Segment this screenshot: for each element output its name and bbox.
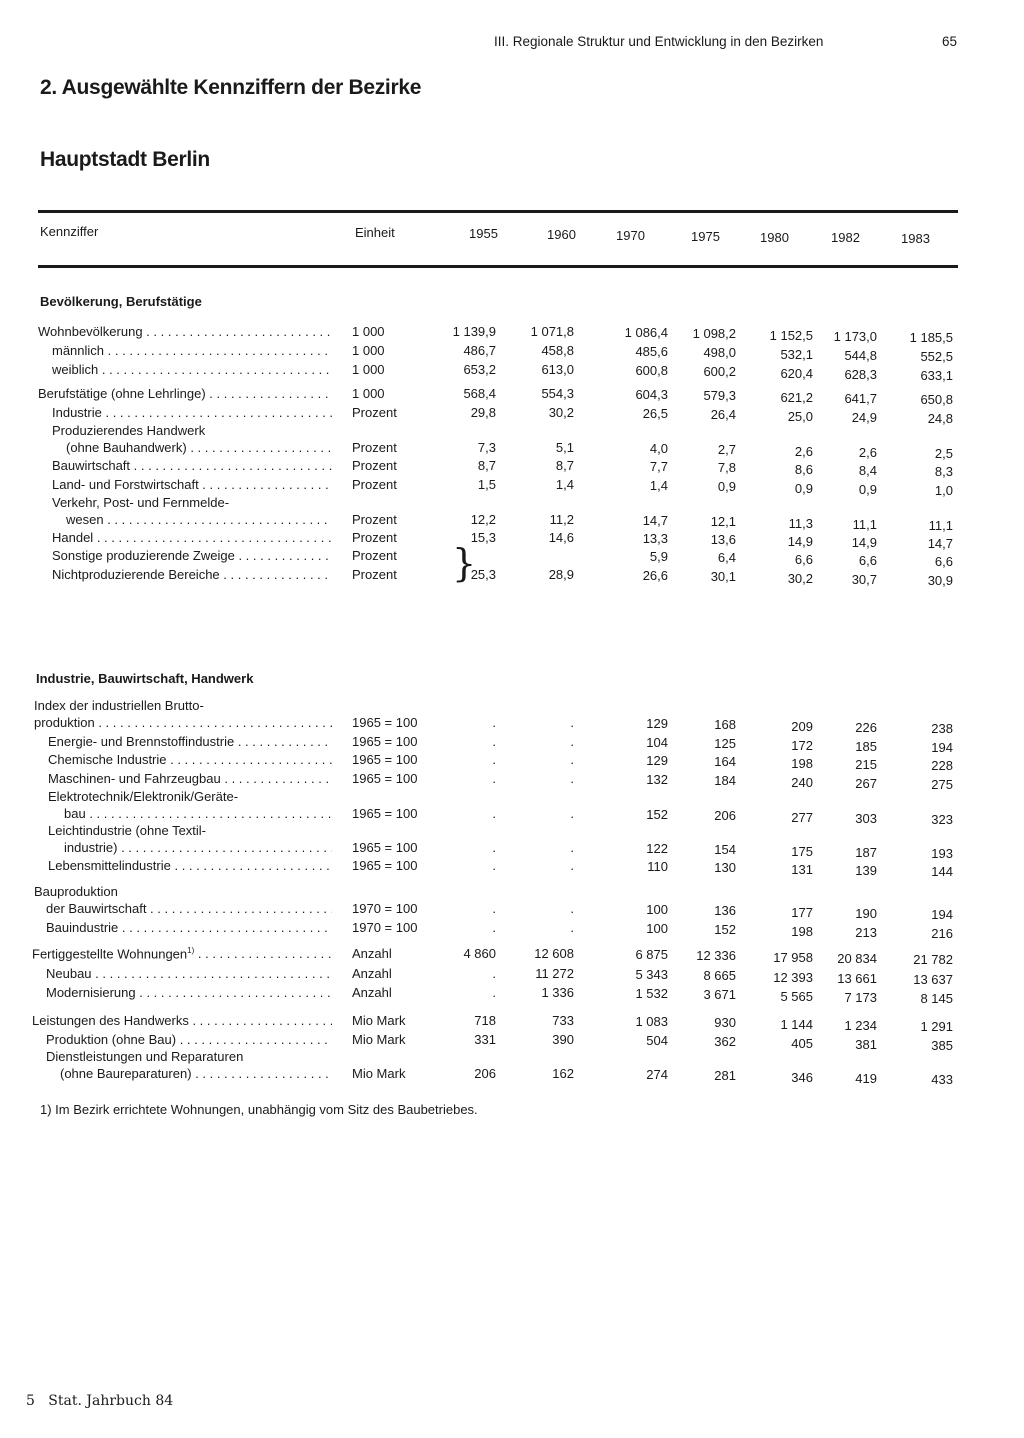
table-cell: . xyxy=(492,715,496,730)
table-cell: 172 xyxy=(791,738,813,753)
table-cell: 346 xyxy=(791,1070,813,1085)
row-unit: 1 000 xyxy=(352,362,385,377)
table-cell: 177 xyxy=(791,905,813,920)
table-cell: 30,2 xyxy=(548,405,574,420)
table-cell: 275 xyxy=(931,777,953,792)
table-cell: 1 086,4 xyxy=(624,325,668,340)
table-cell: 390 xyxy=(552,1032,574,1047)
table-cell: 15,3 xyxy=(470,530,496,545)
table-cell: 190 xyxy=(855,906,877,921)
table-cell: 486,7 xyxy=(463,343,496,358)
table-cell: 122 xyxy=(646,841,668,856)
table-cell: 7,8 xyxy=(717,460,736,475)
table-cell: 216 xyxy=(931,926,953,941)
table-cell: 21 782 xyxy=(913,952,953,967)
row-unit: 1 000 xyxy=(352,324,385,339)
row-label: industrie) . . . xyxy=(64,840,332,855)
table-cell: 11,1 xyxy=(928,518,953,533)
table-cell: 100 xyxy=(646,902,668,917)
row-label: Fertiggestellte Wohnungen$^{1)}$ . . . xyxy=(32,946,332,961)
table-cell: 187 xyxy=(855,845,877,860)
table-cell: 600,8 xyxy=(635,363,668,378)
table-cell: 12,2 xyxy=(470,512,496,527)
table-cell: 228 xyxy=(931,758,953,773)
row-label-line1: Bauproduktion xyxy=(34,884,118,899)
table-cell: 100 xyxy=(646,921,668,936)
table-cell: 628,3 xyxy=(844,367,877,382)
row-unit: Prozent xyxy=(352,512,397,527)
table-cell: . xyxy=(492,806,496,821)
table-cell: 213 xyxy=(855,925,877,940)
row-label: bau . . . xyxy=(64,806,332,821)
column-header-indicator: Kennziffer xyxy=(40,224,99,239)
table-cell: 498,0 xyxy=(703,345,736,360)
row-label: Nichtproduzierende Bereiche . . . xyxy=(52,567,332,582)
table-cell: . xyxy=(492,752,496,767)
table-cell: 7,7 xyxy=(649,459,668,474)
table-cell: 604,3 xyxy=(635,387,668,402)
table-cell: 718 xyxy=(474,1013,496,1028)
table-cell: . xyxy=(492,858,496,873)
table-cell: 8,7 xyxy=(555,458,574,473)
table-cell: . xyxy=(570,715,574,730)
row-unit: Anzahl xyxy=(352,985,392,1000)
row-label: Wohnbevölkerung . . . xyxy=(38,324,332,339)
table-cell: 1 185,5 xyxy=(909,330,953,345)
table-cell: . xyxy=(570,920,574,935)
row-label: weiblich . . . xyxy=(52,362,332,377)
table-cell: . xyxy=(570,734,574,749)
table-cell: 277 xyxy=(791,810,813,825)
row-unit: 1965 = 100 xyxy=(352,752,418,767)
table-cell: 11,1 xyxy=(852,517,877,532)
table-cell: 26,5 xyxy=(642,406,668,421)
section-heading: Industrie, Bauwirtschaft, Handwerk xyxy=(36,671,254,686)
table-cell: 1,4 xyxy=(555,477,574,492)
table-cell: 0,9 xyxy=(858,482,877,497)
table-cell: 132 xyxy=(646,772,668,787)
table-cell: 532,1 xyxy=(780,347,813,362)
row-unit: Prozent xyxy=(352,477,397,492)
table-cell: 25,0 xyxy=(787,409,813,424)
row-unit: 1 000 xyxy=(352,386,385,401)
table-cell: 110 xyxy=(647,859,668,874)
table-cell: 568,4 xyxy=(463,386,496,401)
table-cell: 7,3 xyxy=(477,440,496,455)
column-header-year: 1983 xyxy=(901,231,930,246)
row-label: (ohne Baureparaturen) . . . xyxy=(60,1066,332,1081)
table-cell: 136 xyxy=(714,903,736,918)
table-cell: 6 875 xyxy=(635,947,668,962)
table-cell: 5 343 xyxy=(635,967,668,982)
table-cell: 11,3 xyxy=(788,516,813,531)
table-cell: 4,0 xyxy=(649,441,668,456)
row-unit: 1965 = 100 xyxy=(352,715,418,730)
table-cell: 653,2 xyxy=(463,362,496,377)
table-cell: 554,3 xyxy=(541,386,574,401)
table-cell: 194 xyxy=(931,740,953,755)
row-unit: Prozent xyxy=(352,548,397,563)
table-cell: 8 665 xyxy=(703,968,736,983)
row-label-line1: Dienstleistungen und Reparaturen xyxy=(46,1049,244,1064)
row-label: Energie- und Brennstoffindustrie . . . xyxy=(48,734,332,749)
row-unit: Mio Mark xyxy=(352,1032,406,1047)
table-cell: . xyxy=(492,966,496,981)
table-cell: 154 xyxy=(714,842,736,857)
table-cell: 206 xyxy=(714,808,736,823)
row-label: Chemische Industrie . . . xyxy=(48,752,332,767)
table-cell: 504 xyxy=(646,1033,668,1048)
table-cell: 267 xyxy=(855,776,877,791)
row-unit: 1965 = 100 xyxy=(352,806,418,821)
row-label: Bauwirtschaft . . . xyxy=(52,458,332,473)
table-cell: 2,6 xyxy=(858,445,877,460)
table-cell: 14,7 xyxy=(642,513,668,528)
table-cell: 5,1 xyxy=(555,440,574,455)
table-cell: 6,6 xyxy=(858,553,877,568)
table-cell: 620,4 xyxy=(780,366,813,381)
row-unit: Prozent xyxy=(352,405,397,420)
row-label: (ohne Bauhandwerk) . . . xyxy=(66,440,332,455)
column-header-year: 1982 xyxy=(831,230,860,245)
table-cell: 1 071,8 xyxy=(530,324,574,339)
table-cell: 194 xyxy=(931,907,953,922)
row-label: der Bauwirtschaft . . . xyxy=(46,901,332,916)
row-unit: Prozent xyxy=(352,458,397,473)
row-unit: Anzahl xyxy=(352,946,392,961)
table-cell: 8,3 xyxy=(934,464,953,479)
table-cell: 0,9 xyxy=(717,479,736,494)
row-label: Neubau . . . xyxy=(46,966,332,981)
table-cell: 13 637 xyxy=(913,972,953,987)
table-cell: 381 xyxy=(855,1037,877,1052)
row-unit: 1 000 xyxy=(352,343,385,358)
table-cell: 6,4 xyxy=(717,550,736,565)
row-unit: 1970 = 100 xyxy=(352,901,418,916)
table-cell: 24,9 xyxy=(851,410,877,425)
table-cell: 12 608 xyxy=(534,946,574,961)
table-cell: 25,3 xyxy=(470,567,496,582)
table-cell: 1 291 xyxy=(920,1019,953,1034)
table-cell: 198 xyxy=(791,756,813,771)
table-cell: 600,2 xyxy=(703,364,736,379)
table-cell: 5 565 xyxy=(780,989,813,1004)
row-label: produktion . . . xyxy=(34,715,332,730)
row-label: Lebensmittelindustrie . . . xyxy=(48,858,332,873)
row-unit: Mio Mark xyxy=(352,1013,406,1028)
table-cell: 193 xyxy=(931,846,953,861)
table-cell: 14,6 xyxy=(548,530,574,545)
table-cell: 28,9 xyxy=(548,567,574,582)
row-label: Handel . . . xyxy=(52,530,332,545)
table-cell: 164 xyxy=(714,754,736,769)
table-cell: 14,9 xyxy=(787,534,813,549)
table-cell: 8,6 xyxy=(794,462,813,477)
row-unit: 1965 = 100 xyxy=(352,734,418,749)
table-cell: 144 xyxy=(931,864,953,879)
section-title: 2. Ausgewählte Kennziffern der Bezirke xyxy=(40,76,422,99)
table-cell: 1 336 xyxy=(541,985,574,1000)
table-cell: 733 xyxy=(552,1013,574,1028)
row-label: Bauindustrie . . . xyxy=(46,920,332,935)
table-cell: 30,1 xyxy=(710,569,736,584)
imprint-text: Stat. Jahrbuch 84 xyxy=(48,1393,174,1409)
footnote-mark: 1) xyxy=(187,946,195,955)
table-cell: 1 173,0 xyxy=(833,329,877,344)
table-cell: 1 098,2 xyxy=(692,326,736,341)
imprint-number: 5 xyxy=(26,1393,35,1409)
table-cell: 621,2 xyxy=(780,390,813,405)
table-cell: 2,5 xyxy=(934,446,953,461)
table-cell: 6,6 xyxy=(794,552,813,567)
table-cell: 130 xyxy=(714,860,736,875)
table-cell: 129 xyxy=(646,753,668,768)
table-cell: 209 xyxy=(791,719,813,734)
table-cell: 1,4 xyxy=(649,478,668,493)
table-cell: 30,2 xyxy=(787,571,813,586)
table-cell: 238 xyxy=(931,721,953,736)
table-cell: 544,8 xyxy=(844,348,877,363)
table-cell: 1 144 xyxy=(780,1017,813,1032)
table-cell: 2,6 xyxy=(794,444,813,459)
table-cell: 552,5 xyxy=(920,349,953,364)
district-title: Hauptstadt Berlin xyxy=(40,148,210,171)
table-cell: 152 xyxy=(646,807,668,822)
table-cell: 26,6 xyxy=(642,568,668,583)
table-cell: 206 xyxy=(474,1066,496,1081)
table-cell: 458,8 xyxy=(541,343,574,358)
page-number: 65 xyxy=(942,34,958,49)
table-cell: 29,8 xyxy=(470,405,496,420)
row-unit: 1965 = 100 xyxy=(352,858,418,873)
table-cell: 226 xyxy=(855,720,877,735)
table-cell: . xyxy=(492,901,496,916)
row-unit: 1965 = 100 xyxy=(352,840,418,855)
row-unit: Prozent xyxy=(352,567,397,582)
table-cell: 13,3 xyxy=(642,531,668,546)
table-cell: 405 xyxy=(791,1036,813,1051)
table-cell: 3 671 xyxy=(703,987,736,1002)
table-cell: 125 xyxy=(714,736,736,751)
row-label: Maschinen- und Fahrzeugbau . . . xyxy=(48,771,332,786)
row-label: Industrie . . . xyxy=(52,405,332,420)
table-cell: 152 xyxy=(714,922,736,937)
table-cell: 1 083 xyxy=(635,1014,668,1029)
table-cell: 12,1 xyxy=(710,514,736,529)
row-label-line1: Produzierendes Handwerk xyxy=(52,423,206,438)
table-cell: 184 xyxy=(714,773,736,788)
table-cell: 274 xyxy=(646,1067,668,1082)
table-cell: 1,5 xyxy=(477,477,496,492)
row-label-line1: Leichtindustrie (ohne Textil- xyxy=(48,823,207,838)
table-cell: 7 173 xyxy=(844,990,877,1005)
table-cell: 5,9 xyxy=(649,549,668,564)
table-cell: . xyxy=(492,734,496,749)
running-head: III. Regionale Struktur und Entwicklung in den Bezirken xyxy=(494,34,824,49)
table-cell: 1 234 xyxy=(844,1018,877,1033)
table-cell: 6,6 xyxy=(934,554,953,569)
row-unit: 1970 = 100 xyxy=(352,920,418,935)
table-cell: . xyxy=(570,858,574,873)
table-cell: 419 xyxy=(855,1071,877,1086)
table-cell: 579,3 xyxy=(703,388,736,403)
column-header-year: 1970 xyxy=(616,228,645,243)
row-label: Modernisierung . . . xyxy=(46,985,332,1000)
table-cell: 198 xyxy=(791,924,813,939)
table-cell: 0,9 xyxy=(794,481,813,496)
row-label: Produktion (ohne Bau) . . . xyxy=(46,1032,332,1047)
row-label-line1: Elektrotechnik/Elektronik/Geräte- xyxy=(48,789,239,804)
table-cell: 281 xyxy=(714,1068,736,1083)
table-cell: 13,6 xyxy=(710,532,736,547)
row-label-line1: Verkehr, Post- und Fernmelde- xyxy=(52,495,230,510)
table-cell: 385 xyxy=(931,1038,953,1053)
row-label: Sonstige produzierende Zweige . . . xyxy=(52,548,332,563)
table-cell: 24,8 xyxy=(927,411,953,426)
table-cell: . xyxy=(570,752,574,767)
table-cell: 14,7 xyxy=(927,536,953,551)
table-cell: 633,1 xyxy=(920,368,953,383)
table-cell: . xyxy=(492,920,496,935)
table-header-rule xyxy=(38,265,958,268)
row-unit: Prozent xyxy=(352,440,397,455)
table-cell: 12 336 xyxy=(696,948,736,963)
table-cell: 323 xyxy=(931,812,953,827)
row-label: Leistungen des Handwerks . . . xyxy=(32,1013,332,1028)
table-cell: 303 xyxy=(855,811,877,826)
table-cell: 11 272 xyxy=(535,966,574,981)
table-cell: 162 xyxy=(552,1066,574,1081)
table-cell: 129 xyxy=(646,716,668,731)
table-cell: 1,0 xyxy=(934,483,953,498)
table-cell: 17 958 xyxy=(773,950,813,965)
table-cell: 433 xyxy=(931,1072,953,1087)
table-top-rule xyxy=(38,210,958,213)
table-cell: 215 xyxy=(855,757,877,772)
table-cell: . xyxy=(570,840,574,855)
table-cell: . xyxy=(492,840,496,855)
table-cell: 139 xyxy=(855,863,877,878)
table-cell: . xyxy=(570,901,574,916)
column-header-unit: Einheit xyxy=(355,225,395,240)
table-cell: 8 145 xyxy=(920,991,953,1006)
table-cell: 175 xyxy=(791,844,813,859)
table-cell: 650,8 xyxy=(920,392,953,407)
row-label: wesen . . . xyxy=(66,512,332,527)
imprint xyxy=(26,1393,173,1409)
row-label: Land- und Forstwirtschaft . . . xyxy=(52,477,332,492)
table-cell: . xyxy=(492,771,496,786)
table-cell: 14,9 xyxy=(851,535,877,550)
row-label: männlich . . . xyxy=(52,343,332,358)
table-cell: 30,7 xyxy=(851,572,877,587)
table-cell: 1 532 xyxy=(635,986,668,1001)
table-cell: 30,9 xyxy=(927,573,953,588)
column-header-year: 1960 xyxy=(547,227,576,242)
table-cell: 8,7 xyxy=(477,458,496,473)
footnote: 1) Im Bezirk errichtete Wohnungen, unabhängig vom Sitz des Baubetriebes. xyxy=(40,1102,478,1117)
table-cell: 930 xyxy=(714,1015,736,1030)
table-cell: 13 661 xyxy=(837,971,877,986)
column-header-year: 1955 xyxy=(469,226,498,241)
merged-values-brace: } xyxy=(452,541,477,585)
table-cell: . xyxy=(492,985,496,1000)
table-cell: 485,6 xyxy=(635,344,668,359)
table-cell: 185 xyxy=(855,739,877,754)
table-cell: 168 xyxy=(714,717,736,732)
table-cell: . xyxy=(570,771,574,786)
table-cell: 26,4 xyxy=(710,407,736,422)
row-label: Berufstätige (ohne Lehrlinge) . . . xyxy=(38,386,332,401)
table-cell: 240 xyxy=(791,775,813,790)
table-cell: 1 152,5 xyxy=(769,328,813,343)
row-unit: Prozent xyxy=(352,530,397,545)
table-cell: 1 139,9 xyxy=(452,324,496,339)
table-cell: 131 xyxy=(791,862,813,877)
row-unit: 1965 = 100 xyxy=(352,771,418,786)
row-unit: Anzahl xyxy=(352,966,392,981)
table-cell: 104 xyxy=(646,735,668,750)
table-cell: 8,4 xyxy=(858,463,877,478)
table-cell: 2,7 xyxy=(717,442,736,457)
table-cell: 4 860 xyxy=(463,946,496,961)
section-heading: Bevölkerung, Berufstätige xyxy=(40,294,202,309)
column-header-year: 1975 xyxy=(691,229,720,244)
row-label-line1: Index der industriellen Brutto- xyxy=(34,698,204,713)
table-cell: 362 xyxy=(714,1034,736,1049)
table-cell: 331 xyxy=(474,1032,496,1047)
column-header-year: 1980 xyxy=(760,230,789,245)
table-cell: 641,7 xyxy=(844,391,877,406)
row-unit: Mio Mark xyxy=(352,1066,406,1081)
table-cell: 11,2 xyxy=(549,512,574,527)
table-cell: 613,0 xyxy=(541,362,574,377)
table-cell: . xyxy=(570,806,574,821)
table-cell: 12 393 xyxy=(773,970,813,985)
table-cell: 20 834 xyxy=(837,951,877,966)
